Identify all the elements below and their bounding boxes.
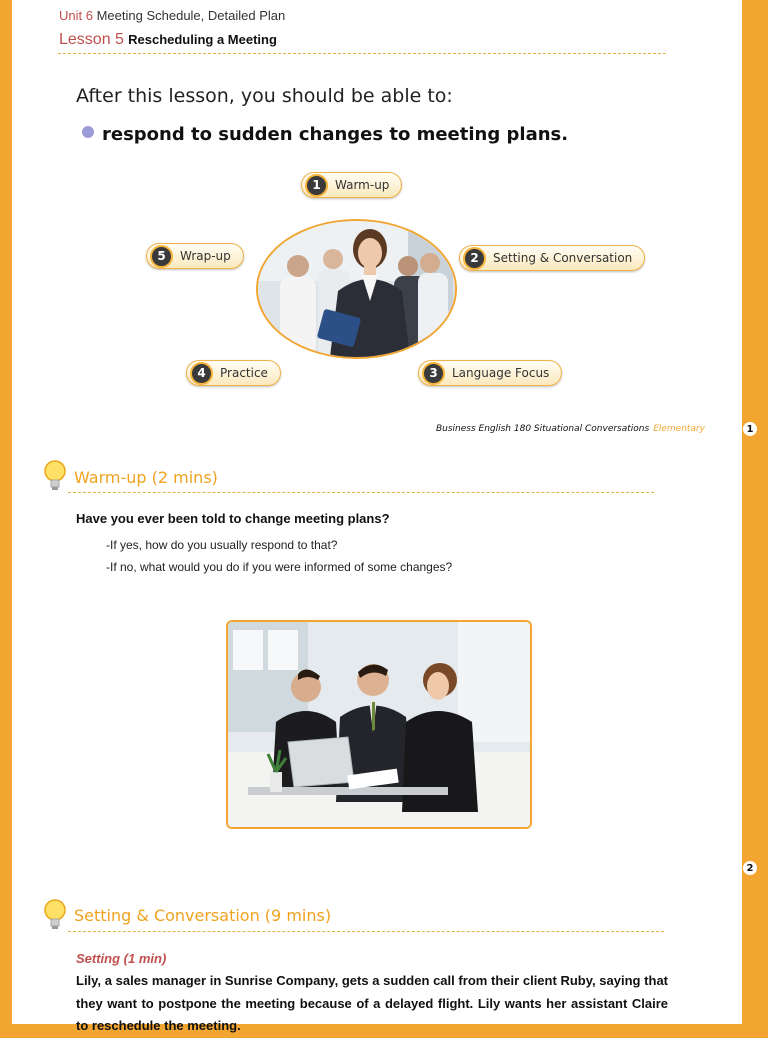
step-label: Setting & Conversation	[493, 251, 633, 265]
unit-label: Unit 6	[59, 8, 93, 23]
step-warmup-pill[interactable]	[301, 172, 402, 198]
setting-subtitle: Setting (1 min)	[76, 951, 167, 966]
step-wrapup-pill[interactable]	[146, 243, 244, 269]
unit-title: Meeting Schedule, Detailed Plan	[96, 8, 286, 23]
lightbulb-icon	[42, 898, 68, 932]
page-number-2: 2	[743, 861, 757, 875]
businesswoman-image	[256, 219, 457, 359]
step-number: 5	[150, 245, 173, 268]
level-label: Elementary	[653, 424, 705, 434]
warmup-title: Warm-up (2 mins)	[74, 468, 218, 487]
lesson-label: Lesson 5	[59, 31, 124, 48]
lightbulb-icon	[42, 459, 68, 493]
step-label: Practice	[220, 366, 268, 380]
document-page	[12, 0, 742, 1033]
lesson-title: Rescheduling a Meeting	[128, 32, 277, 47]
step-number: 3	[422, 362, 445, 385]
warmup-question: Have you ever been told to change meeting plans?	[76, 511, 390, 526]
bullet-icon	[82, 126, 94, 138]
step-number: 2	[463, 247, 486, 270]
warmup-divider	[68, 492, 654, 493]
step-label: Language Focus	[452, 366, 550, 380]
objective-item	[82, 124, 568, 145]
setting-conversation-title: Setting & Conversation (9 mins)	[74, 906, 332, 925]
page-number-1: 1	[743, 422, 757, 436]
objective-text: respond to sudden changes to meeting plans.	[102, 124, 569, 145]
header-divider	[58, 53, 666, 54]
lesson-heading	[59, 31, 277, 49]
warmup-subquestion-2: -If no, what would you do if you were informed of some changes?	[106, 560, 453, 574]
unit-heading	[59, 8, 285, 23]
setting-divider	[68, 931, 664, 932]
objectives-intro: After this lesson, you should be able to:	[76, 85, 453, 107]
step-language-focus-pill[interactable]	[418, 360, 562, 386]
step-setting-pill[interactable]	[459, 245, 645, 271]
setting-paragraph: Lily, a sales manager in Sunrise Company, gets a sudden call from their client Ruby, saying that they want to postpone the meeting because of a delayed flight. Lily wants her assistant Claire to reschedule the meeting.	[76, 973, 668, 1033]
warmup-subquestion-1: -If yes, how do you usually respond to that?	[106, 538, 338, 552]
book-title: Business English 180 Situational Conversations	[435, 424, 650, 434]
step-number: 1	[305, 174, 328, 197]
step-practice-pill[interactable]	[186, 360, 281, 386]
business-meeting-photo	[226, 620, 532, 829]
step-label: Warm-up	[335, 178, 390, 192]
page-footer	[436, 424, 705, 434]
step-label: Wrap-up	[180, 249, 231, 263]
step-number: 4	[190, 362, 213, 385]
